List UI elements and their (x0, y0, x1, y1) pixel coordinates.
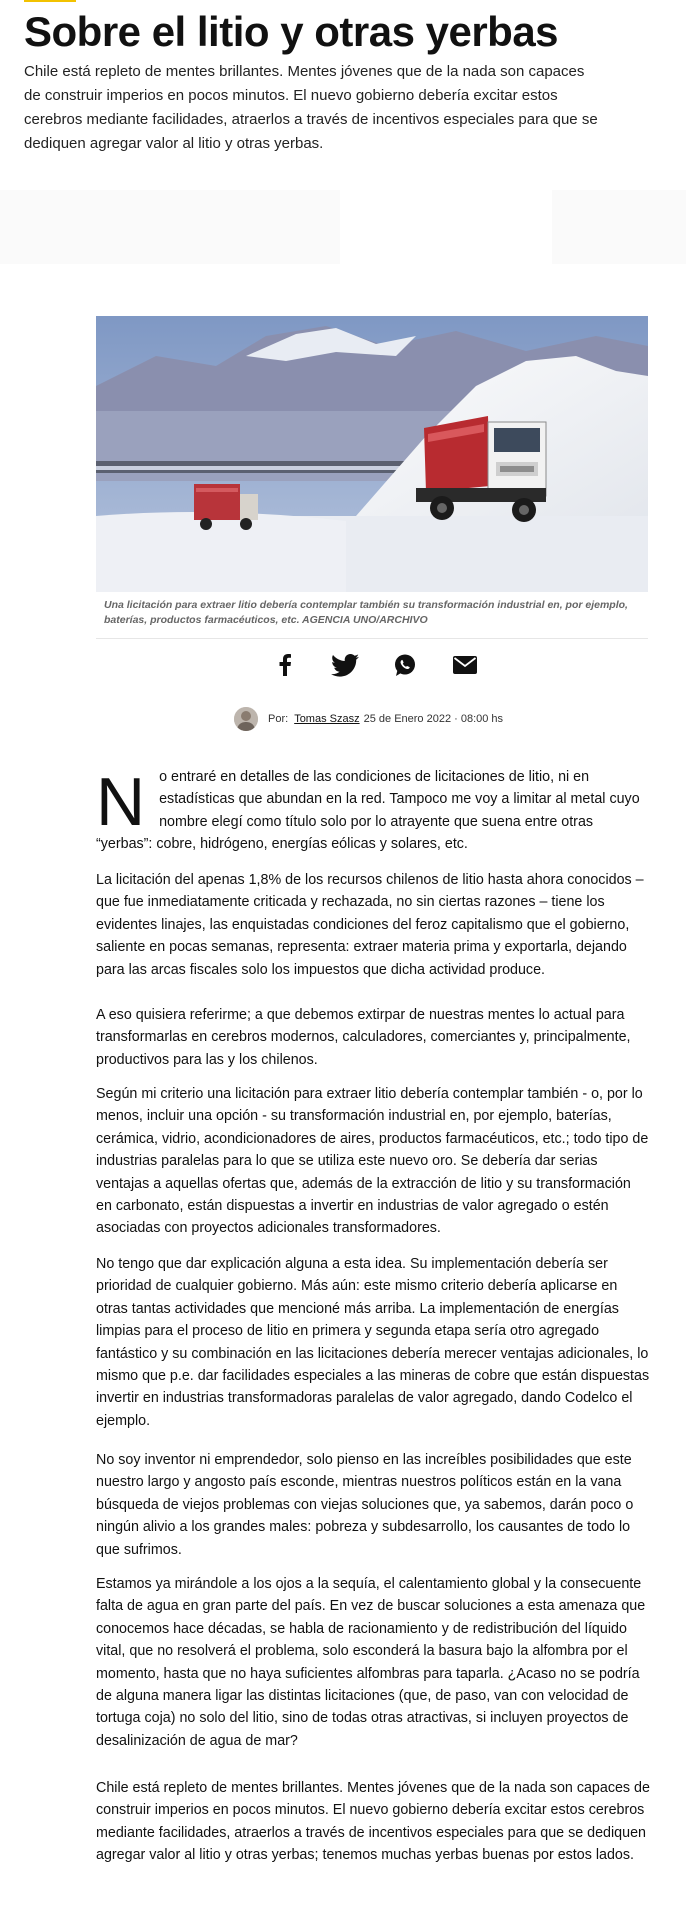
section-accent-bar (24, 0, 76, 2)
avatar (234, 707, 258, 731)
divider (96, 638, 648, 639)
article-paragraph-6: No soy inventor ni emprendedor, solo pienso en las increíbles posibilidades que este nuestro largo y angosto país esconde, mientras nuestros políticos están en la vana búsqueda de viejos problemas con viejas soluciones que, ya sabemos, darán poco o ningún alivio a los grandes males: pobreza y subdesarrollo, los causantes de todo lo que sufrimos. (96, 1452, 634, 1558)
author-link[interactable]: Tomas Szasz (294, 713, 360, 725)
article-paragraph-8: Chile está repleto de mentes brillantes. Mentes jóvenes que de la nada son capaces de construir imperios en pocos minutos. El nuevo gobierno debería excitar estos cerebros mediante facilidades, atraerlos a través de incentivos especiales para que se dediquen agregar valor al litio y otras yerbas; tenemos muchas yerbas buenas por estos lados. (96, 1780, 650, 1864)
ad-banner-slot (340, 190, 552, 264)
byline-prefix: Por: (268, 713, 289, 725)
article-title: Sobre el litio y otras yerbas (24, 8, 559, 55)
article-paragraph-4: Según mi criterio una licitación para extraer litio debería contemplar también - o, por lo menos, incluir una opción - su transformación industrial en, por ejemplo, baterías, cerámica, vidrio, acondicionadores de aires, productos farmacéuticos, etc.; todo tipo de industrias paralelas para lo que se utiliza este nuevo oro. Se debería dar serias ventajas a aquellas ofertas que, además de la extracción de litio y su transformación en carbonato, están dispuestas a invertir en industrias de valor agregado o estén asociadas con proyectos adicionales transformadores. (96, 1086, 649, 1237)
drop-cap: N (96, 764, 146, 840)
byline (234, 706, 503, 732)
article-paragraph-2: La licitación del apenas 1,8% de los recursos chilenos de litio hasta ahora conocidos – que fue inmediatamente criticada y rechazada, no sin ciertas razones – tiene los evidentes linajes, las enquistadas condiciones del feroz capitalismo que el gobierno, saliente en pocas semanas, representa: extraer materia prima y exportarla, dejando para las arcas fiscales solo los impuestos que dicha actividad produce. (96, 872, 644, 978)
article-paragraph-7: Estamos ya mirándole a los ojos a la sequía, el calentamiento global y la consecuente falta de agua en gran parte del país. En vez de buscar soluciones a esta amenaza que conocemos hace décadas, se habla de racionamiento y de redistribución del líquido vital, que no resolverá el problema, solo esconderá la basura bajo la alfombra por el momento, hasta que no haya suficientes alfombras para taparla. ¿Acaso no se podría de alguna manera ligar las distintas licitaciones (que, de paso, van con velocidad de tortuga coja) no solo del litio, sino de todas otras atractivas, si incluyen proyectos de desalinización de agua de mar? (96, 1576, 646, 1749)
article-paragraph-1: No entraré en detalles de las condiciones de licitaciones de litio, ni en estadísticas que abundan en la red. Tampoco me voy a limitar al metal cuyo nombre elegí como título solo por lo atrayente que suena entre otras “yerbas”: cobre, hidrógeno, energías eólicas y solares, etc. (96, 764, 640, 853)
twitter-icon[interactable] (330, 650, 360, 680)
share-bar (270, 650, 480, 680)
facebook-icon[interactable] (270, 650, 300, 680)
article-paragraph-3: A eso quisiera referirme; a que debemos extirpar de nuestras mentes lo actual para transformarlas en cerebros modernos, calculadores, comerciantes y, principalmente, productivos para las y los chilenos. (96, 1007, 631, 1068)
publish-date: 25 de Enero 2022 · 08:00 hs (363, 713, 504, 725)
article-photo (96, 316, 648, 592)
photo-caption: Una licitación para extraer litio debería contemplar también su transformación industrial en, por ejemplo, baterías, productos farmacéuticos, etc. AGENCIA UNO/ARCHIVO (104, 599, 628, 626)
article-paragraph-5: No tengo que dar explicación alguna a esta idea. Su implementación debería ser prioridad de cualquier gobierno. Más aún: este mismo criterio debería aplicarse en otras tantas actividades que mencioné más arriba. La implementación de energías limpias para el proceso de litio en primera y segunda etapa sería otro agregado fantástico y su combinación en las licitaciones debería merecer ventajas adicionales, lo mismo que p.e. dar facilidades especiales a las mineras de cobre que están dispuestas invertir en industrias transformadoras paralelas de valor agregado, dando Codelco el ejemplo. (96, 1256, 650, 1429)
whatsapp-icon[interactable] (390, 650, 420, 680)
email-icon[interactable] (450, 650, 480, 680)
article-lead: Chile está repleto de mentes brillantes. Mentes jóvenes que de la nada son capaces de construir imperios en pocos minutos. El nuevo gobierno debería excitar estos cerebros mediante facilidades, atraerlos a través de incentivos especiales para que se dediquen agregar valor al litio y otras yerbas. (24, 63, 598, 152)
